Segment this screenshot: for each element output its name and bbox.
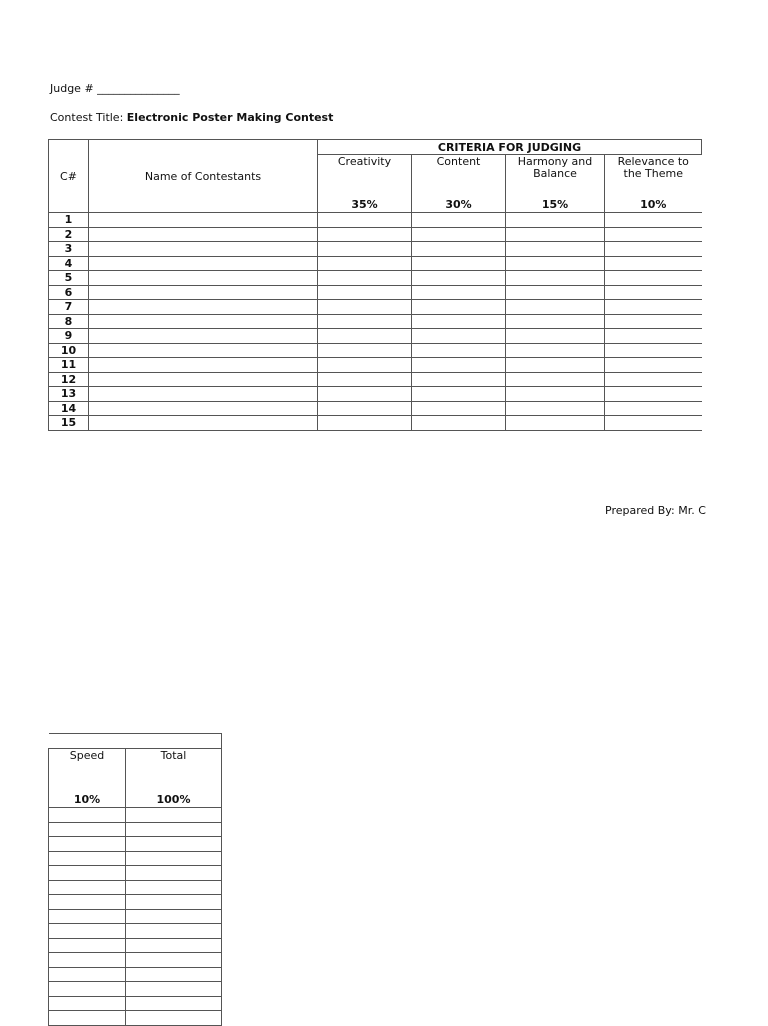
score-cell[interactable]: [318, 343, 412, 358]
contestant-number: 12: [49, 372, 89, 387]
criterion-name: Content: [436, 155, 481, 168]
contestant-name-cell[interactable]: [89, 314, 318, 329]
score-cell[interactable]: [412, 343, 506, 358]
table-row: [49, 953, 222, 968]
total-score-cell[interactable]: [126, 967, 222, 982]
criterion-weight: 35%: [351, 198, 378, 211]
contestant-name-cell[interactable]: [89, 227, 318, 242]
total-score-cell[interactable]: [126, 837, 222, 852]
criterion-name: Creativity: [337, 155, 392, 168]
score-cell[interactable]: [318, 213, 412, 228]
contestant-number: 6: [49, 285, 89, 300]
score-cell[interactable]: [412, 213, 506, 228]
table-row: [49, 924, 222, 939]
criterion-name: Speed: [69, 749, 105, 762]
contestant-name-cell[interactable]: [89, 372, 318, 387]
contestant-number: 10: [49, 343, 89, 358]
total-score-cell[interactable]: [126, 938, 222, 953]
contestant-number: 4: [49, 256, 89, 271]
score-cell[interactable]: [506, 401, 605, 416]
total-score-cell[interactable]: [126, 1011, 222, 1026]
criterion-name: Harmony and Balance: [517, 155, 593, 180]
table-row: [49, 967, 222, 982]
table-row: [49, 372, 702, 387]
score-cell[interactable]: [506, 343, 605, 358]
speed-score-cell[interactable]: [49, 808, 126, 823]
table-row: [49, 387, 702, 402]
score-cell[interactable]: [506, 271, 605, 286]
contestant-number: 7: [49, 300, 89, 315]
speed-score-cell[interactable]: [49, 909, 126, 924]
table-row: [49, 242, 702, 257]
contestant-number: 14: [49, 401, 89, 416]
continuation-table: [48, 733, 222, 1026]
table-row: [49, 256, 702, 271]
speed-score-cell[interactable]: [49, 982, 126, 997]
speed-score-cell[interactable]: [49, 938, 126, 953]
score-cell[interactable]: [605, 401, 702, 416]
score-cell[interactable]: [605, 329, 702, 344]
score-cell[interactable]: [605, 213, 702, 228]
criterion-header-creativity: [318, 155, 412, 213]
continuation-header-spacer: [49, 734, 222, 749]
score-cell[interactable]: [506, 213, 605, 228]
table-row: [49, 909, 222, 924]
score-cell[interactable]: [318, 372, 412, 387]
score-cell[interactable]: [506, 285, 605, 300]
score-cell[interactable]: [506, 227, 605, 242]
contestant-number-header: C#: [49, 140, 89, 213]
total-score-cell[interactable]: [126, 822, 222, 837]
contestant-name-cell[interactable]: [89, 271, 318, 286]
total-score-cell[interactable]: [126, 895, 222, 910]
contestant-number: 11: [49, 358, 89, 373]
score-cell[interactable]: [412, 314, 506, 329]
criteria-title: CRITERIA FOR JUDGING: [318, 140, 702, 155]
contest-title: Electronic Poster Making Contest: [126, 111, 334, 124]
score-cell[interactable]: [605, 285, 702, 300]
score-cell[interactable]: [318, 401, 412, 416]
score-cell[interactable]: [318, 300, 412, 315]
total-score-cell[interactable]: [126, 880, 222, 895]
contest-title-label: Contest Title:: [50, 111, 127, 124]
contest-title-line: [50, 111, 333, 124]
criterion-name: Relevance to the Theme: [617, 155, 689, 180]
score-cell[interactable]: [412, 285, 506, 300]
speed-score-cell[interactable]: [49, 953, 126, 968]
table-row: [49, 300, 702, 315]
table-row: [49, 822, 222, 837]
contestant-name-cell[interactable]: [89, 256, 318, 271]
speed-score-cell[interactable]: [49, 837, 126, 852]
score-cell[interactable]: [506, 387, 605, 402]
table-row: [49, 851, 222, 866]
table-row: [49, 401, 702, 416]
speed-score-cell[interactable]: [49, 924, 126, 939]
contestant-number: 5: [49, 271, 89, 286]
table-row: [49, 866, 222, 881]
criterion-weight: 100%: [156, 793, 191, 806]
table-row: [49, 227, 702, 242]
score-cell[interactable]: [412, 227, 506, 242]
score-cell[interactable]: [412, 271, 506, 286]
score-cell[interactable]: [605, 314, 702, 329]
contestant-name-cell[interactable]: [89, 285, 318, 300]
score-cell[interactable]: [412, 372, 506, 387]
score-cell[interactable]: [506, 416, 605, 431]
contestant-number: 9: [49, 329, 89, 344]
contestant-name-cell[interactable]: [89, 387, 318, 402]
total-score-cell[interactable]: [126, 909, 222, 924]
score-cell[interactable]: [412, 242, 506, 257]
total-score-cell[interactable]: [126, 866, 222, 881]
contestant-number: 2: [49, 227, 89, 242]
contestant-name-header: Name of Contestants: [89, 140, 318, 213]
contestant-name-cell[interactable]: [89, 213, 318, 228]
contestant-number: 1: [49, 213, 89, 228]
table-row: [49, 837, 222, 852]
total-score-cell[interactable]: [126, 851, 222, 866]
contestant-number: 15: [49, 416, 89, 431]
score-cell[interactable]: [412, 387, 506, 402]
speed-score-cell[interactable]: [49, 866, 126, 881]
speed-score-cell[interactable]: [49, 1011, 126, 1026]
judging-table: [48, 139, 702, 431]
score-cell[interactable]: [506, 372, 605, 387]
score-cell[interactable]: [605, 271, 702, 286]
table-row: [49, 880, 222, 895]
total-score-cell[interactable]: [126, 996, 222, 1011]
score-cell[interactable]: [412, 416, 506, 431]
score-cell[interactable]: [318, 227, 412, 242]
score-cell[interactable]: [412, 358, 506, 373]
score-cell[interactable]: [605, 242, 702, 257]
contestant-name-cell[interactable]: [89, 358, 318, 373]
score-cell[interactable]: [605, 358, 702, 373]
criterion-header-content: [412, 155, 506, 213]
score-cell[interactable]: [605, 300, 702, 315]
criterion-weight: 10%: [640, 198, 667, 211]
total-score-cell[interactable]: [126, 924, 222, 939]
table-row: [49, 213, 702, 228]
speed-score-cell[interactable]: [49, 851, 126, 866]
table-row: [49, 1011, 222, 1026]
table-row: [49, 996, 222, 1011]
speed-score-cell[interactable]: [49, 895, 126, 910]
score-cell[interactable]: [506, 358, 605, 373]
score-cell[interactable]: [318, 242, 412, 257]
score-cell[interactable]: [506, 314, 605, 329]
score-cell[interactable]: [412, 329, 506, 344]
total-score-cell[interactable]: [126, 953, 222, 968]
score-cell[interactable]: [318, 271, 412, 286]
criterion-header-harmony: [506, 155, 605, 213]
score-cell[interactable]: [605, 256, 702, 271]
table-row: [49, 808, 222, 823]
contestant-number: 13: [49, 387, 89, 402]
table-row: [49, 343, 702, 358]
criterion-header-total: [126, 749, 222, 808]
table-row: [49, 285, 702, 300]
score-cell[interactable]: [318, 416, 412, 431]
table-row: [49, 358, 702, 373]
table-row: [49, 271, 702, 286]
judge-number-line: Judge # _______________: [50, 82, 180, 95]
contestant-number: 8: [49, 314, 89, 329]
criterion-weight: 15%: [541, 198, 569, 211]
contestant-number: 3: [49, 242, 89, 257]
contestant-name-cell[interactable]: [89, 343, 318, 358]
score-cell[interactable]: [318, 314, 412, 329]
score-cell[interactable]: [506, 300, 605, 315]
speed-score-cell[interactable]: [49, 822, 126, 837]
score-cell[interactable]: [506, 329, 605, 344]
table-row: [49, 938, 222, 953]
contestant-name-cell[interactable]: [89, 401, 318, 416]
table-row: [49, 329, 702, 344]
score-cell[interactable]: [318, 358, 412, 373]
speed-score-cell[interactable]: [49, 880, 126, 895]
score-cell[interactable]: [318, 285, 412, 300]
criterion-header-relevance: [605, 155, 702, 213]
contestant-name-cell[interactable]: [89, 242, 318, 257]
score-cell[interactable]: [506, 242, 605, 257]
contestant-name-cell[interactable]: [89, 300, 318, 315]
score-cell[interactable]: [318, 329, 412, 344]
criterion-header-speed: [49, 749, 126, 808]
score-cell[interactable]: [412, 256, 506, 271]
table-row: [49, 416, 702, 431]
speed-score-cell[interactable]: [49, 967, 126, 982]
contestant-name-cell[interactable]: [89, 329, 318, 344]
table-row: [49, 314, 702, 329]
score-cell[interactable]: [605, 372, 702, 387]
score-cell[interactable]: [605, 387, 702, 402]
score-cell[interactable]: [506, 256, 605, 271]
score-cell[interactable]: [412, 300, 506, 315]
criterion-name: Total: [160, 749, 187, 762]
prepared-by: Prepared By: Mr. C: [605, 504, 706, 517]
score-cell[interactable]: [605, 227, 702, 242]
score-cell[interactable]: [412, 401, 506, 416]
table-row: [49, 982, 222, 997]
total-score-cell[interactable]: [126, 982, 222, 997]
speed-score-cell[interactable]: [49, 996, 126, 1011]
score-cell[interactable]: [605, 416, 702, 431]
table-row: [49, 895, 222, 910]
criterion-weight: 30%: [445, 198, 472, 211]
score-cell[interactable]: [318, 387, 412, 402]
contestant-name-cell[interactable]: [89, 416, 318, 431]
criterion-weight: 10%: [73, 793, 101, 806]
score-cell[interactable]: [318, 256, 412, 271]
score-cell[interactable]: [605, 343, 702, 358]
total-score-cell[interactable]: [126, 808, 222, 823]
